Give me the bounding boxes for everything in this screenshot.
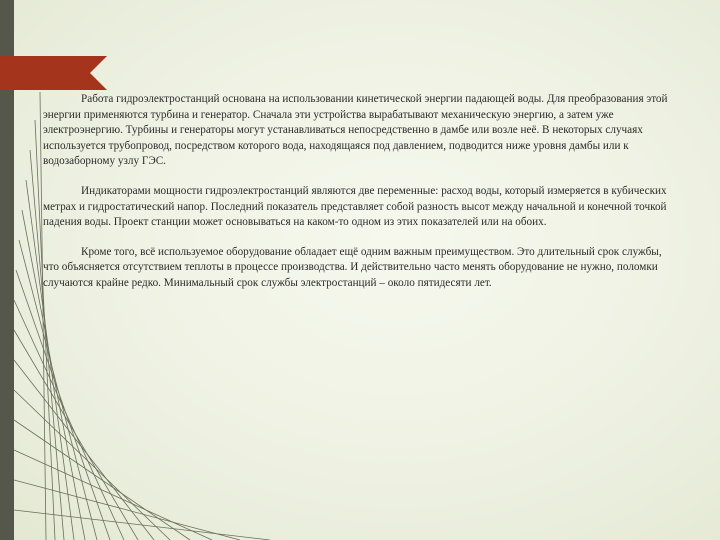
body-text	[43, 92, 671, 306]
paragraph-3: Кроме того, всё используемое оборудование обладает ещё одним важным преимуществом. Это длительный срок службы, что объясняется отсутствием теплоты в процессе производства. И действительно часто менять оборудование не нужно, поломки случаются крайне редко. Минимальный срок службы электростанций – около пятидесяти лет.	[43, 245, 662, 289]
paragraph-1: Работа гидроэлектростанций основана на использовании кинетической энергии падающей воды. Для преобразования этой энергии применяются турбина и генератор. Сначала эти устройства вырабатывают механическую энергию, а затем уже электроэнергию. Турбины и генераторы могут устанавливаться непосредственно в дамбе или возле неё. В некоторых случаях используется трубопровод, посредством которого вода, находящаяся под давлением, подводится ниже уровня дамбы или к водозаборному узлу ГЭС.	[43, 93, 668, 168]
ribbon-shape	[0, 56, 107, 90]
paragraph-2: Индикаторами мощности гидроэлектростанций являются две переменные: расход воды, который измеряется в кубических метрах и гидростатический напор. Последний показатель представляет собой разность высот между начальной и конечной точкой падения воды. Проект станции может основываться на каком-то одном из этих показателей или на обоих.	[43, 184, 667, 229]
